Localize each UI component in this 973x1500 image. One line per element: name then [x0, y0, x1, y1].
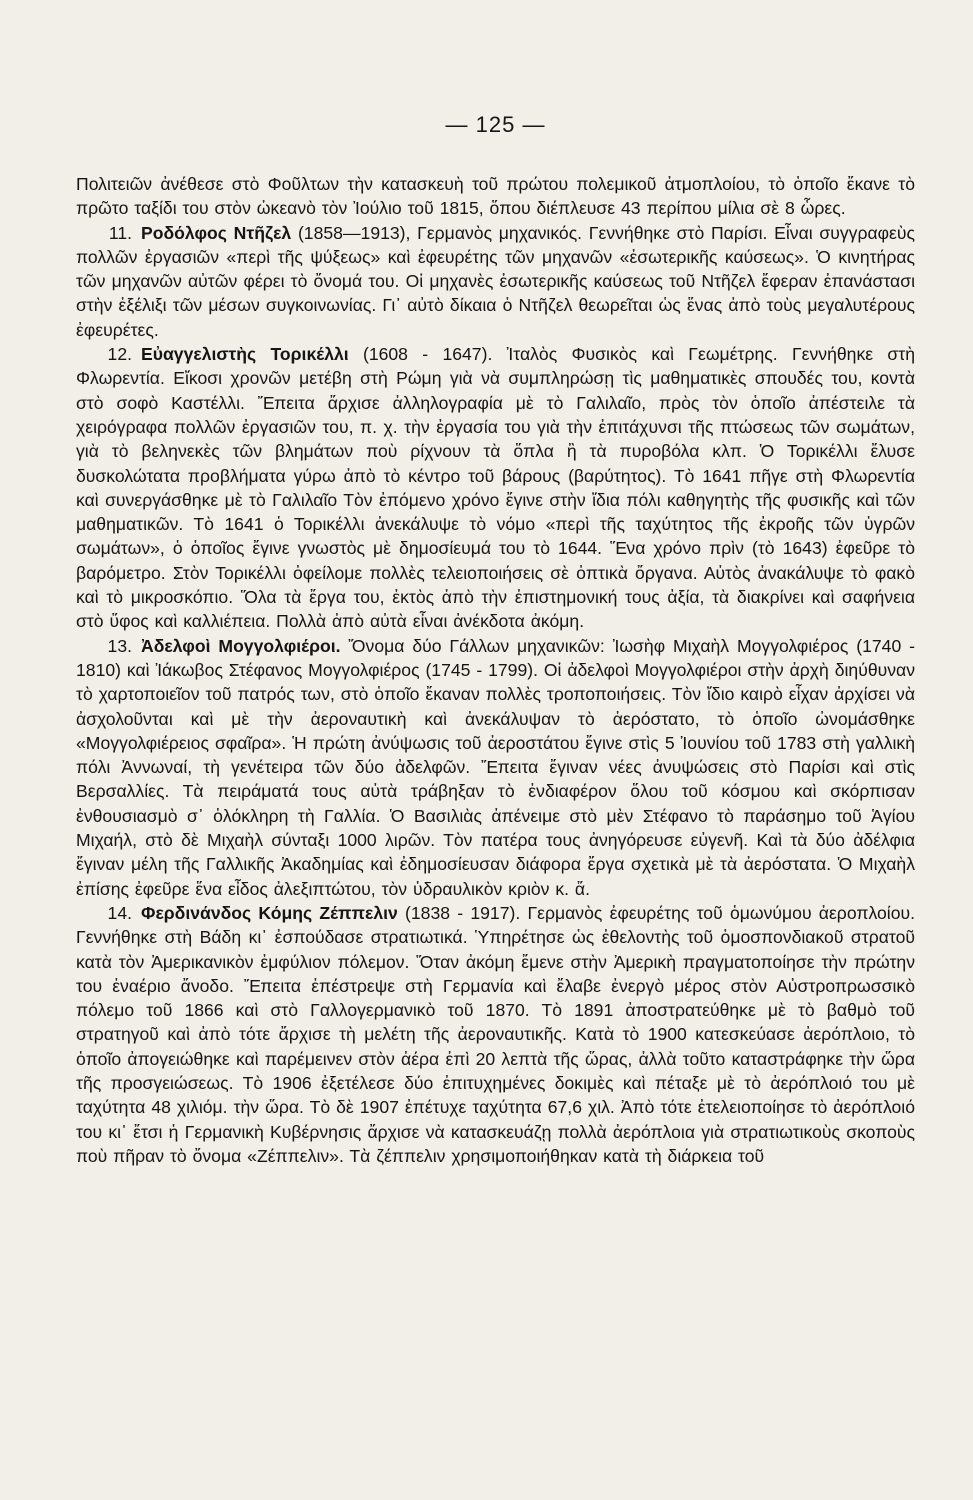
entry-number: 12.	[107, 344, 132, 365]
entry-name: Φερδινάνδος Κόμης Ζέππελιν	[141, 902, 398, 923]
entry-11	[76, 221, 915, 342]
entry-name: Εὐαγγελιστὴς Τορικέλλι	[141, 344, 349, 365]
entry-text: (1608 - 1647). Ἰταλὸς Φυσικὸς καὶ Γεωμέτρης. Γεννήθηκε στὴ Φλωρεντία. Εἴκοσι χρονῶν μετέβη στὴ Ρώμη γιὰ νὰ συμπληρώσῃ τὶς μαθηματικὲς σπουδές του, κοντὰ στὸ σοφὸ Καστέλλι. Ἔπειτα ἄρχισε ἀλληλογραφία μὲ τὸ Γαλιλαῖο, πρὸς τὸν ὁποῖο ἀπέστειλε τὰ χειρόγραφα πολλῶν ἐργασιῶν του, π. χ. τὴν ἐργασία του γιὰ τὴν ἐπιτάχυνσι τῆς πτώσεως τῶν σωμάτων, γιὰ τὸ βεληνεκὲς τῶν βλημάτων ποὺ ρίχνουν τὰ ὅπλα ἢ τὰ πυροβόλα κλπ. Ὁ Τορικέλλι ἔλυσε δυσκολώτατα προβλήματα γύρω ἀπὸ τὸ κέντρο τοῦ βάρους (βαρύτητος). Τὸ 1641 πῆγε στὴ Φλωρεντία καὶ συνεργάσθηκε μὲ τὸ Γαλιλαῖο Τὸν ἐπόμενο χρόνο ἔγινε στὴν ἴδια πόλι καθηγητὴς τῆς φυσικῆς καὶ τῶν μαθηματικῶν. Τὸ 1641 ὁ Τορικέλλι ἀνεκάλυψε τὸ νόμο «περὶ τῆς ταχύτητος τῆς ἐκροῆς τῶν ὑγρῶν σωμάτων», ὁ ὁποῖος ἔγινε γνωστὸς μὲ δημοσίευμά του τὸ 1644. Ἕνα χρόνο πρὶν (τὸ 1643) ἐφεῦρε τὸ βαρόμετρο. Στὸν Τορικέλλι ὀφείλομε πολλὲς τελειοποιήσεις σὲ ὀπτικὰ ὄργανα. Αὐτὸς ἀνακάλυψε τὸ φακὸ καὶ τὸ μικροσκόπιο. Ὅλα τὰ ἔργα του, ἐκτὸς ἀπὸ τὴν ἐπιστημονική τους ἀξία, τὰ διακρίνει καὶ σαφήνεια στὸ ὕφος καὶ καλλιέπεια. Πολλὰ ἀπὸ αὐτὰ εἶναι ἀνέκδοτα ἀκόμη.	[76, 344, 915, 632]
intro-paragraph: Πολιτειῶν ἀνέθεσε στὸ Φοῦλτων τὴν κατασκευὴ τοῦ πρώτου πολεμικοῦ ἀτμοπλοίου, τὸ ὁποῖο ἔκανε τὸ πρῶτο ταξίδι του στὸν ὠκεανὸ τὸν Ἰούλιο τοῦ 1815, ὅπου διέπλευσε 43 περίπου μίλια σὲ 8 ὧρες.	[76, 174, 915, 219]
entry-12	[76, 342, 915, 634]
entry-text: Ὄνομα δύο Γάλλων μηχανικῶν: Ἰωσὴφ Μιχαὴλ Μογγολφιέρος (1740 - 1810) καὶ Ἰάκωβος Στέφανος Μογγολφιέρος (1745 - 1799). Οἱ ἀδελφοὶ Μογγολφιέροι στὴν ἀρχὴ διηύθυναν τὸ χαρτοποιεῖον τοῦ πατρός των, στὸ ὁποῖο ἔκαναν πολλὲς τροποποιήσεις. Τὸν ἴδιο καιρὸ εἶχαν ἀρχίσει νὰ ἀσχολοῦνται καὶ μὲ τὴν ἀεροναυτικὴ καὶ ἀνεκάλυψαν τὸ ἀερόστατο, τὸ ὁποῖο ὠνομάσθηκε «Μογγολφιέρειος σφαῖρα». Ἡ πρώτη ἀνύψωσις τοῦ ἀεροστάτου ἔγινε στὶς 5 Ἰουνίου τοῦ 1783 στὴ γαλλικὴ πόλι Ἀννωναί, τὴ γενέτειρα τῶν δύο ἀδελφῶν. Ἔπειτα ἔγιναν νέες ἀνυψώσεις στὸ Παρίσι καὶ στὶς Βερσαλλίες. Τὰ πειράματά τους αὐτὰ τράβηξαν τὸ ἐνδιαφέρον ὅλου τοῦ κόσμου καὶ σκόρπισαν ἐνθουσιασμὸ σ᾿ ὁλόκληρη τὴ Γαλλία. Ὁ Βασιλιὰς ἀπένειμε στὸ μὲν Στέφανο τὸ παράσημο τοῦ Ἁγίου Μιχαήλ, στὸ δὲ Μιχαὴλ σύνταξι 1000 λιρῶν. Τὸν πατέρα τους ἀνηγόρευσε εὐγενῆ. Καὶ τὰ δύο ἀδέλφια ἔγιναν μέλη τῆς Γαλλικῆς Ἀκαδημίας καὶ ἐδημοσίευσαν διάφορα ἔργα σχετικὰ μὲ τὰ ἀερόστατα. Ὁ Μιχαὴλ ἐπίσης ἐφεῦρε ἕνα εἶδος ἀλεξιπτώτου, τὸν ὑδραυλικὸν κριὸν κ. ἄ.	[76, 635, 916, 899]
entry-name: Ροδόλφος Ντῆζελ	[141, 222, 292, 243]
entry-number: 14.	[107, 902, 132, 923]
entry-text: (1858—1913), Γερμανὸς μηχανικός. Γεννήθηκε στὸ Παρίσι. Εἶναι συγγραφεὺς πολλῶν ἐργασιῶν «περὶ τῆς ψύξεως» καὶ ἐφευρέτης τῶν μηχανῶν «ἐσωτερικῆς καύσεως». Ὁ κινητήρας τῶν μηχανῶν αὐτῶν φέρει τὸ ὄνομά του. Οἱ μηχανὲς ἐσωτερικῆς καύσεως τοῦ Ντῆζελ ἔφεραν ἐπανάστασι στὴν ἐξέλιξι τῶν μέσων συγκοινωνίας. Γι᾿ αὐτὸ δίκαια ὁ Ντῆζελ θεωρεῖται ὡς ἕνας ἀπὸ τοὺς μεγαλυτέρους ἐφευρέτες.	[76, 222, 915, 340]
entry-number: 11.	[108, 222, 132, 243]
body-text	[76, 172, 915, 1168]
entry-text: (1838 - 1917). Γερμανὸς ἐφευρέτης τοῦ ὁμωνύμου ἀεροπλοίου. Γεννήθηκε στὴ Βάδη κι᾿ ἐσπούδασε στρατιωτικά. Ὑπηρέτησε ὡς ἐθελοντὴς τοῦ ὁμοσπονδιακοῦ στρατοῦ κατὰ τὸν Ἀμερικανικὸν ἐμφύλιον πόλεμον. Ὅταν ἀκόμη ἔμενε στὴν Ἀμερικὴ πραγματοποίησε τὴν πρώτην του ἐναέριο ἄνοδο. Ἔπειτα ἐπέστρεψε στὴ Γερμανία καὶ ἔλαβε ἐνεργὸ μέρος στὸν Αὐστροπρωσσικὸ πόλεμο τοῦ 1866 καὶ στὸ Γαλλογερμανικὸ τοῦ 1870. Τὸ 1891 ἀποστρατεύθηκε μὲ τὸ βαθμὸ τοῦ στρατηγοῦ καὶ ἀπὸ τότε ἄρχισε τὴ μελέτη τῆς ἀεροναυτικῆς. Κατὰ τὸ 1900 κατεσκεύασε ἀερόπλοιο, τὸ ὁποῖο ἀπογειώθηκε καὶ παρέμεινεν στὸν ἀέρα ἐπὶ 20 λεπτὰ τῆς ὥρας, ἀλλὰ τοῦτο καταστράφηκε τὴν ὥρα τῆς προσγειώσεως. Τὸ 1906 ἐξετέλεσε δύο ἐπιτυχημένες δοκιμὲς καὶ πέταξε μὲ τὸ ἀερόπλοιό του μὲ ταχύτητα 48 χιλιόμ. τὴν ὥρα. Τὸ δὲ 1907 ἐπέτυχε ταχύτητα 67,6 χιλ. Ἀπὸ τότε ἐτελειοποίησε τὸ ἀερόπλοιό του κι᾿ ἔτσι ἡ Γερμανικὴ Κυβέρνησις ἄρχισε νὰ κατασκευάζῃ πολλὰ ἀερόπλοια γιὰ στρατιωτικοὺς σκοποὺς ποὺ πῆραν τὸ ὄνομα «Ζέππελιν». Τὰ ζέππελιν χρησιμοποιήθηκαν κατὰ τὴ διάρκεια τοῦ	[76, 902, 916, 1166]
entry-name: Ἀδελφοὶ Μογγολφιέροι.	[141, 635, 341, 656]
page-number: — 125 —	[445, 112, 546, 137]
entry-13	[76, 634, 915, 901]
entry-14	[76, 901, 915, 1168]
entry-number: 13.	[107, 635, 132, 656]
